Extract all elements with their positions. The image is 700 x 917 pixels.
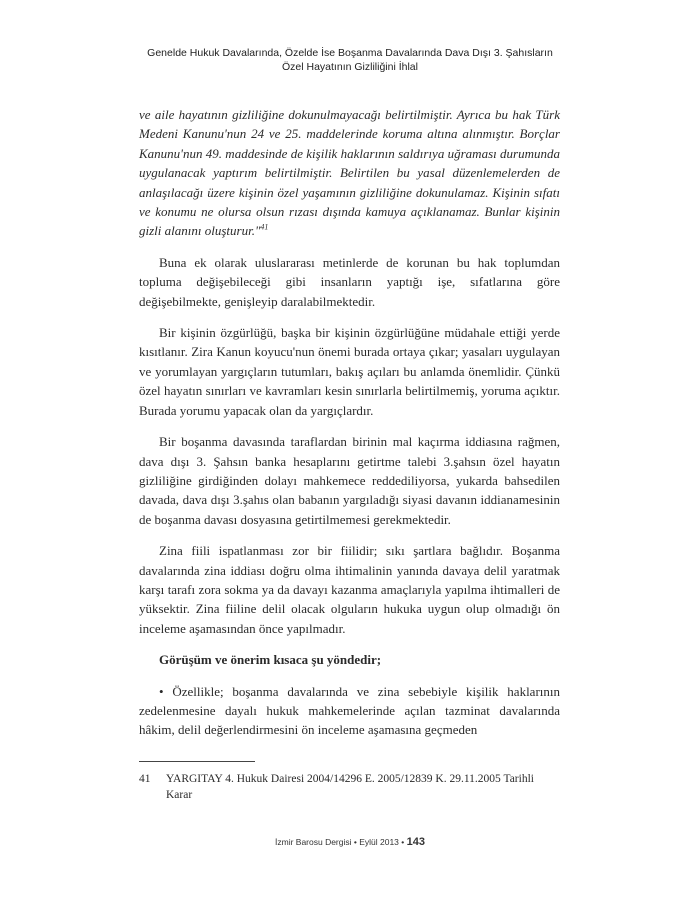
paragraph-2: Bir kişinin özgürlüğü, başka bir kişinin özgürlüğüne müdahale ettiği yerde kısıtlanır. Zira Kanun koyucu'nun önemi burada ortaya çıkar; yasaları uygulayan ve yorumlayan yargıçların tutumları, bakış açıları bu anlamda önemlidir. Çünkü özel hayatın sınırları ve kavramları kesin sınırlarla belirtilmemiş, yoruma açıktır. Burada yorumu yapacak olan da yargıçlardır. <box>139 325 560 418</box>
running-header-line-1: Genelde Hukuk Davalarında, Özelde İse Boşanma Davalarında Dava Dışı 3. Şahısların <box>147 47 553 59</box>
quote-text: ve aile hayatının gizliliğine dokunulmayacağı belirtilmiştir. Ayrıca bu hak Türk Medeni Kanunu'nun 24 ve 25. maddelerinde koruma altına alınmıştır. Borçlar Kanunu'nun 49. maddesinde de kişilik haklarının saldırıya uğraması durumunda uygulanacak yaptırım belirtilmiştir. Belirtilen bu yasal düzenlemelerden de anlaşılacağı üzere kişinin özel yaşamının gizliliğine dokunulamaz. Kişinin sıfatı ve konumu ne olursa olsun rızası dışında kamuya açıklanamaz. Bunlar kişinin gizli alanını oluşturur." <box>139 107 560 239</box>
footnote-number: 41 <box>139 773 151 785</box>
bullet-paragraph <box>139 682 560 740</box>
paragraph-1: Buna ek olarak uluslararası metinlerde de korunan bu hak toplumdan topluma değişebileceği gibi insanların yaptığı işe, sıfatlarına göre değişebilmekte, genişleyip daralabilmektedir. <box>139 254 560 309</box>
bullet-icon: • <box>159 683 164 699</box>
footnote-divider <box>139 761 255 762</box>
quote-paragraph <box>139 105 560 241</box>
section-heading: Görüşüm ve önerim kısaca şu yöndedir; <box>159 652 382 668</box>
page-number: 143 <box>406 836 425 848</box>
bullet-text: Özellikle; boşanma davalarında ve zina sebebiyle kişilik haklarının zedelenmesine dayalı hukuk mahkemelerinde açılan tazminat davalarında hâkim, delil değerlendirmesini ön inceleme aşamasına geçmeden <box>139 683 561 738</box>
footnote-text: YARGITAY 4. Hukuk Dairesi 2004/14296 E. 2005/12839 K. 29.11.2005 Tarihli Karar <box>166 773 534 801</box>
paragraph-3: Bir boşanma davasında taraflardan birinin mal kaçırma iddiasına rağmen, dava dışı 3. Şahsın banka hesaplarını getirtme talebi 3.şahsın özel hayatın gizliliğine girdiğinden dolayı mahkemece reddediliyorsa, yukarda bahsedilen davada, dava dışı 3.şahıs olan babanın yargıladığı siyasi davanın iddianamesinin de boşanma davası dosyasına getirtilmemesi gerekmektedir. <box>139 434 560 527</box>
body-text <box>139 105 560 752</box>
running-header-line-2: Özel Hayatının Gizliliğini İhlal <box>282 61 418 73</box>
footnote-reference: 41 <box>260 223 269 233</box>
footnote <box>139 772 560 803</box>
page-footer <box>0 836 700 848</box>
journal-name: İzmir Barosu Dergisi • Eylül 2013 • <box>275 837 405 847</box>
running-header <box>0 46 700 74</box>
paragraph-4: Zina fiili ispatlanması zor bir fiilidir; sıkı şartlara bağlıdır. Boşanma davalarında zina iddiası doğru olma ihtimalinin yanında davaya delil yaratmak karşı tarafı zora sokma ya da davayı kazanma amaçlarıyla yapılma ihtimalleri de yüksektir. Zina fiiline delil olacak olguların hukuka uygun olup olmadığı ön inceleme aşamasından önce yapılmadır. <box>139 543 560 636</box>
